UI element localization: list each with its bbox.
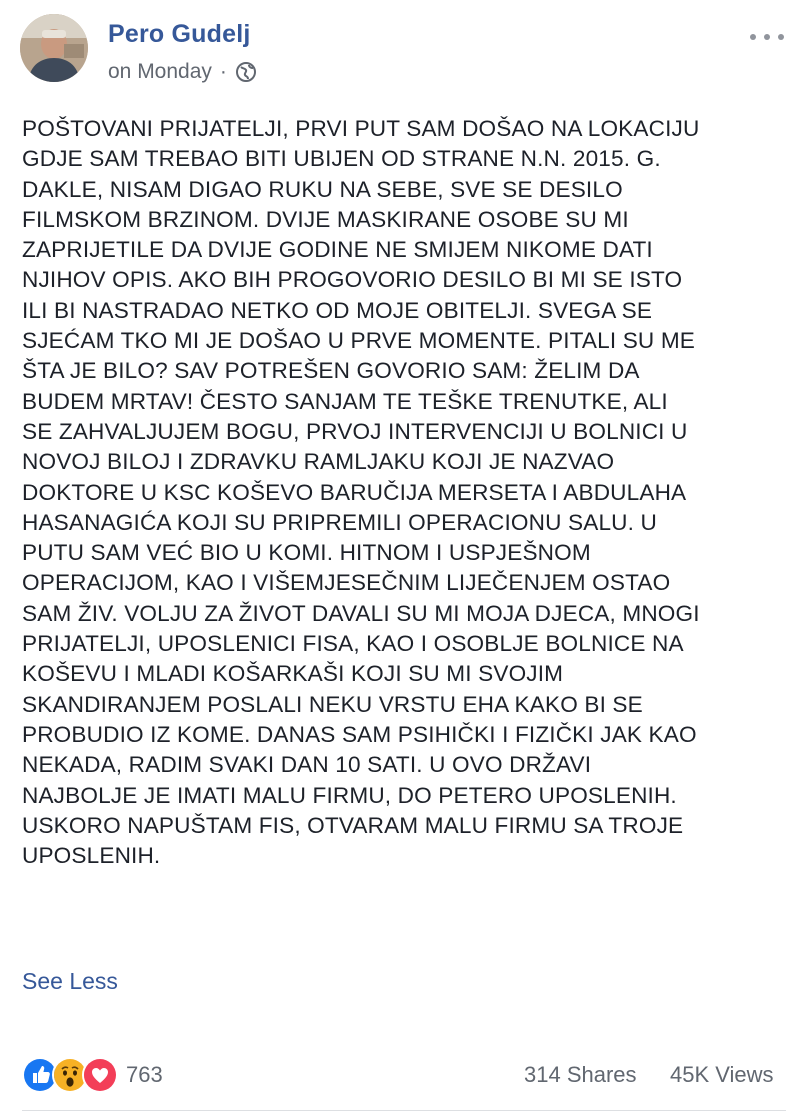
author-avatar[interactable] xyxy=(20,14,88,82)
post-body-line: SJEĆAM TKO MI JE DOŠAO U PRVE MOMENTE. PITALI SU ME xyxy=(22,328,696,354)
divider xyxy=(22,1110,786,1111)
post-body-line: ILI BI NASTRADAO NETKO OD MOJE OBITELJI. SVEGA SE xyxy=(22,297,653,323)
post-body-line: BUDEM MRTAV! ČESTO SANJAM TE TEŠKE TRENUTKE, ALI xyxy=(22,388,668,414)
reaction-count: 763 xyxy=(126,1062,163,1087)
post-header xyxy=(20,14,790,84)
post-body-line: OPERACIJOM, KAO I VIŠEMJESEČNIM LIJEČENJEM OSTAO xyxy=(22,570,671,596)
reactions-summary[interactable] xyxy=(22,1058,163,1092)
love-icon xyxy=(82,1057,118,1093)
post-body-line: ŠTA JE BILO? SAV POTREŠEN GOVORIO SAM: ŽELIM DA xyxy=(22,358,640,384)
globe-icon[interactable] xyxy=(235,61,257,83)
post-body-line: FILMSKOM BRZINOM. DVIJE MASKIRANE OSOBE SU MI xyxy=(22,206,629,232)
post-body-line: KOŠEVU I MLADI KOŠARKAŠI KOJI SU MI SVOJIM xyxy=(22,661,564,687)
post-body-line: USKORO NAPUŠTAM FIS, OTVARAM MALU FIRMU SA TROJE xyxy=(22,812,684,838)
post-meta xyxy=(108,60,257,84)
post-body-line: NOVOJ BILOJ I ZDRAVKU RAMLJAKU KOJI JE NAZVAO xyxy=(22,449,615,475)
post-body-line: SAM ŽIV. VOLJU ZA ŽIVOT DAVALI SU MI MOJA DJECA, MNOGI xyxy=(22,600,700,626)
avatar-photo xyxy=(20,14,88,82)
post-body-line: NAJBOLJE JE IMATI MALU FIRMU, DO PETERO UPOSLENIH. xyxy=(22,782,677,808)
views-count: 45K Views xyxy=(670,1062,774,1087)
meta-separator: · xyxy=(219,60,227,83)
post-body-line: NJIHOV OPIS. AKO BIH PROGOVORIO DESILO BI MI SE ISTO xyxy=(22,267,683,293)
post-body-line: PROBUDIO IZ KOME. DANAS SAM PSIHIČKI I FIZIČKI JAK KAO xyxy=(22,721,697,747)
post-body-line: DOKTORE U KSC KOŠEVO BARUČIJA MERSETA I ABDULAHA xyxy=(22,479,687,505)
more-options-icon[interactable] xyxy=(750,30,784,44)
post-body-line: POŠTOVANI PRIJATELJI, PRVI PUT SAM DOŠAO NA LOKACIJU xyxy=(22,116,700,141)
see-less-link[interactable]: See Less xyxy=(22,968,118,994)
post-body-line: NEKADA, RADIM SVAKI DAN 10 SATI. U OVO DRŽAVI xyxy=(22,752,592,778)
shares-count-link[interactable]: 314 Shares xyxy=(524,1062,637,1087)
post-body-line: UPOSLENIH. xyxy=(22,843,161,869)
post-body-text xyxy=(22,114,784,871)
post-body-line: DAKLE, NISAM DIGAO RUKU NA SEBE, SVE SE DESILO xyxy=(22,176,623,202)
post-body-line: PUTU SAM VEĆ BIO U KOMI. HITNOM I USPJEŠNOM xyxy=(22,540,591,566)
author-name-link[interactable]: Pero Gudelj xyxy=(108,20,251,48)
post-body-line: SKANDIRANJEM POSLALI NEKU VRSTU EHA KAKO BI SE xyxy=(22,691,643,717)
post-body-line: ZAPRIJETILE DA DVIJE GODINE NE SMIJEM NIKOME DATI xyxy=(22,237,653,263)
post-body-line: GDJE SAM TREBAO BITI UBIJEN OD STRANE N.N. 2015. G. xyxy=(22,146,661,172)
post-body-line: PRIJATELJI, UPOSLENICI FISA, KAO I OSOBLJE BOLNICE NA xyxy=(22,631,684,657)
post-body-line: HASANAGIĆA KOJI SU PRIPREMILI OPERACIONU SALU. U xyxy=(22,509,657,535)
post-time-link[interactable]: on Monday xyxy=(108,60,212,83)
post-body-line: SE ZAHVALJUJEM BOGU, PRVOJ INTERVENCIJI U BOLNICI U xyxy=(22,418,688,444)
